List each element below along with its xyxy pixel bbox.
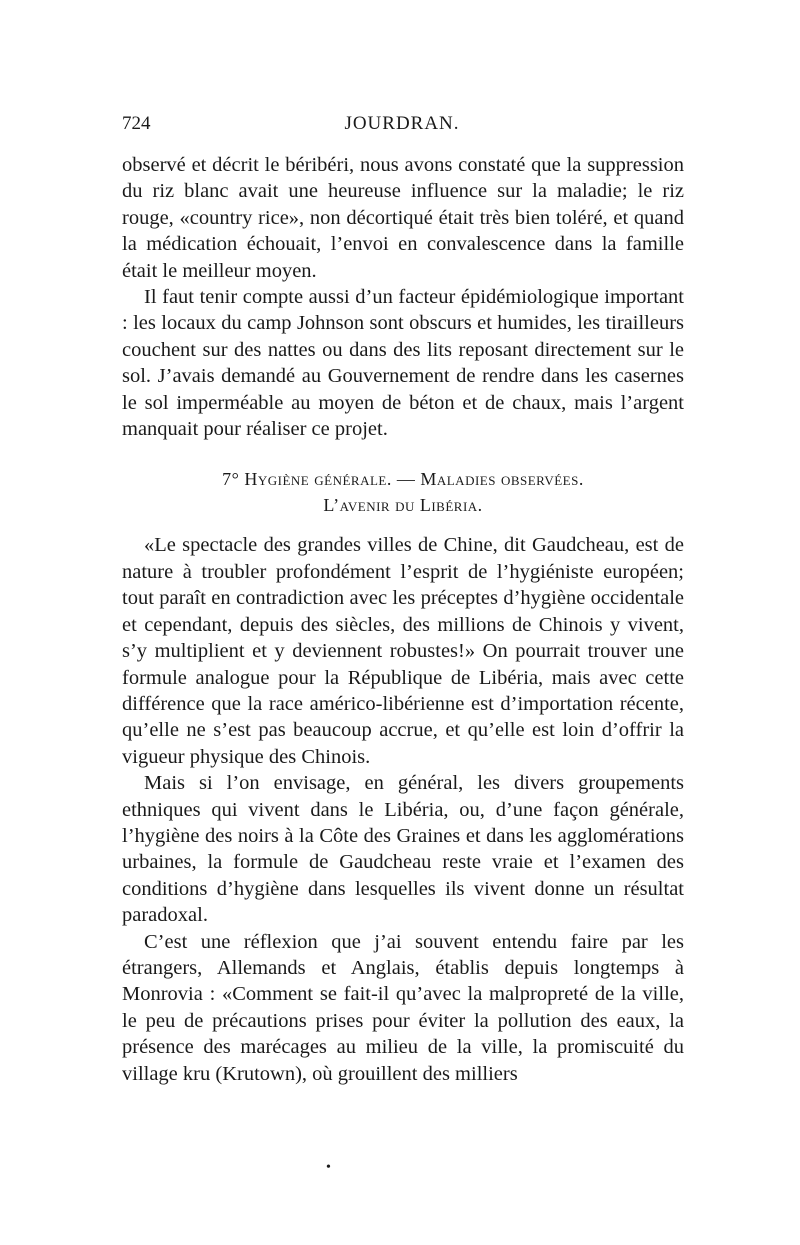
paragraph-1: observé et décrit le béribéri, nous avons constaté que la suppression du riz blanc avait une heureuse influence sur la maladie; le riz rouge, «country rice», non décortiqué était très bien toléré, et quand la médication échouait, l’envoi en convalescence dans la famille était le meilleur moyen. — [122, 154, 684, 282]
running-head — [122, 113, 682, 143]
section-heading — [122, 466, 684, 518]
running-title: JOURDRAN. — [344, 113, 460, 134]
section-heading-line-2: L’avenir du Libéria. — [323, 495, 483, 516]
section-heading-line-1: 7° Hygiène générale. — Maladies observées. — [222, 469, 584, 490]
page-number: 724 — [122, 113, 151, 134]
paragraph-5: C’est une réflexion que j’ai souvent entendu faire par les étrangers, Allemands et Anglais, établis depuis longtemps à Monrovia : «Comment se fait-il qu’avec la malpropreté de la ville, le peu de précautions prises pour éviter la pollution des eaux, la présence des marécages au milieu de la ville, la promiscuité du village kru (Krutown), où grouillent des milliers — [122, 930, 684, 1085]
paragraph-2: Il faut tenir compte aussi d’un facteur épidémiologique important : les locaux du camp Johnson sont obscurs et humides, les tirailleurs couchent sur des nattes ou dans des lits reposant directement sur le sol. J’avais demandé au Gouvernement de rendre dans les casernes le sol imperméable au moyen de béton et de chaux, mais l’argent manquait pour réaliser ce projet. — [122, 286, 684, 441]
paragraph-3: «Le spectacle des grandes villes de Chine, dit Gaudcheau, est de nature à troubler profondément l’esprit de l’hygiéniste européen; tout paraît en contradiction avec les préceptes d’hygiène occidentale et cependant, depuis des siècles, des millions de Chinois y vivent, s’y multiplient et y deviennent robustes!» On pourrait trouver une formule analogue pour la République de Libéria, mais avec cette différence que la race américo-libérienne est d’importation récente, qu’elle ne s’est pas beaucoup accrue, et qu’elle est loin d’offrir la vigueur physique des Chinois. — [122, 534, 684, 768]
paragraph-4: Mais si l’on envisage, en général, les divers groupements ethniques qui vivent dans le Libéria, ou, d’une façon générale, l’hygiène des noirs à la Côte des Graines et dans les agglomérations urbaines, la formule de Gaudcheau reste vraie et l’examen des conditions d’hygiène dans lesquelles ils vivent donne un résultat paradoxal. — [122, 772, 684, 927]
footer-mark: • — [326, 1160, 331, 1175]
body-text — [122, 152, 684, 1087]
